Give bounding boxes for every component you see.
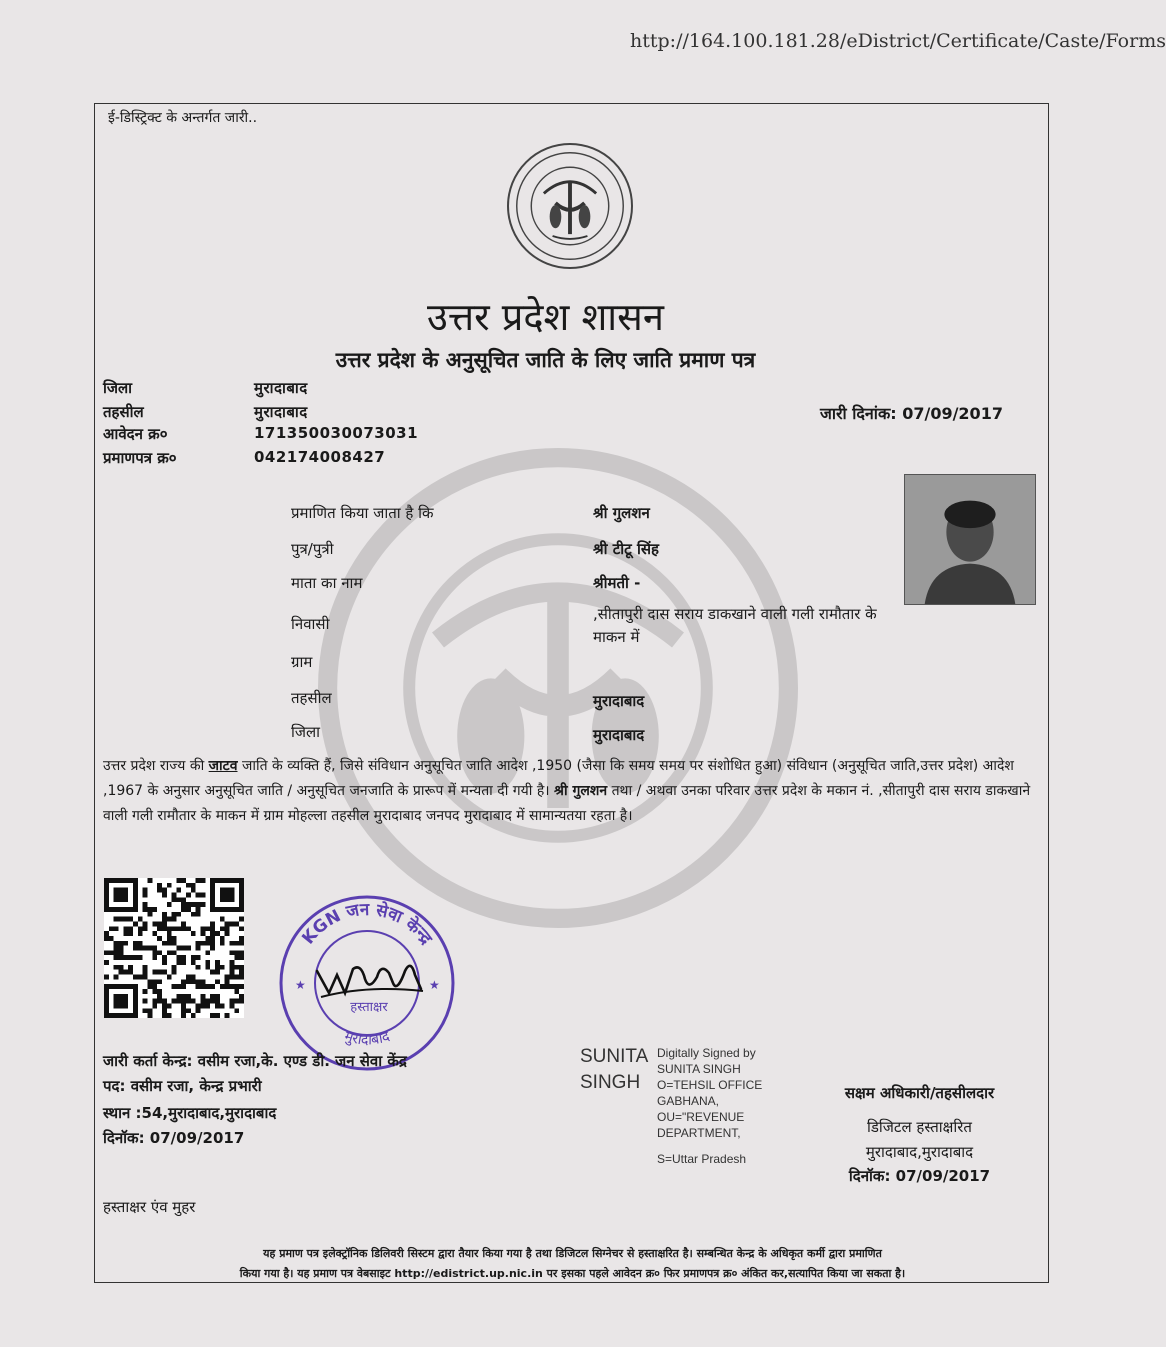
tehsil-value: मुरादाबाद	[254, 403, 308, 421]
page-url: http://164.100.181.28/eDistrict/Certificate/Caste/Forms	[630, 30, 1166, 52]
body-applicant-name: श्री गुलशन	[554, 783, 608, 799]
svg-text:मुरादाबाद	[342, 1028, 392, 1048]
page-title: उत्तर प्रदेश शासन	[427, 295, 664, 339]
competent-authority: सक्षम अधिकारी/तहसीलदार	[844, 1084, 995, 1102]
district-value: मुरादाबाद	[254, 379, 308, 397]
issuing-center: जारी कर्ता केन्द्र: वसीम रजा,के. एण्ड डी. जन सेवा केंद्र	[103, 1052, 407, 1070]
field-tehsil-value: मुरादाबाद	[593, 692, 645, 710]
application-no-label: आवेदन क्र०	[103, 425, 168, 443]
signer-first-name: SUNITA	[580, 1046, 649, 1067]
sig-line-5: OU="REVENUE	[657, 1110, 745, 1124]
state-emblem	[507, 143, 633, 269]
digitally-signed-label: डिजिटल हस्ताक्षरित	[867, 1118, 972, 1136]
sig-line-3: O=TEHSIL OFFICE	[657, 1078, 763, 1092]
sign-and-seal-label: हस्ताक्षर एंव मुहर	[103, 1198, 196, 1216]
certificate-no-label: प्रमाणपत्र क्र०	[103, 449, 177, 467]
body-recognition: जाति के व्यक्ति हैं, जिसे संविधान अनुसूचित जाति आदेश ,1950 (जैसा कि समय समय पर संशोधित हुआ) संविधान (अनुसूचित जाति,उत्तर प्रदेश) आदेश ,1967 के अनुसार अनुसूचित जाति / अनुसूचित जनजाति के प्रारूप में मन्यता दी गयी है।	[103, 758, 1014, 799]
district-label: जिला	[103, 379, 133, 397]
seal-bottom-text: मुरादाबाद	[342, 1028, 392, 1049]
svg-text:KGN जन सेवा केन्द्र	[298, 899, 436, 949]
issue-date-label: जारी दिनांक:	[820, 404, 897, 423]
sig-line-6: DEPARTMENT,	[657, 1126, 741, 1140]
seal-star-right: ★	[429, 978, 440, 992]
certificate-body	[103, 754, 1043, 829]
signer-last-name: SINGH	[580, 1072, 641, 1093]
issuer-place: स्थान :54,मुरादाबाद,मुरादाबाद	[103, 1104, 277, 1122]
field-district-label: जिला	[291, 723, 321, 741]
field-district-value: मुरादाबाद	[593, 726, 645, 744]
footer-line-2: किया गया है। यह प्रमाण पत्र वेबसाइट http://edistrict.up.nic.in पर इसका पहले आवेदन क्र० फिर प्रमाणपत्र क्र० अंकित कर,सत्यापित किया जा सकता है।	[239, 1267, 906, 1280]
body-intro: उत्तर प्रदेश राज्य की	[103, 758, 205, 774]
resident-address: ,सीतापुरी दास सराय डाकखाने वाली गली रामौतार के माकन में	[593, 605, 877, 646]
application-no-value: 171350030073031	[254, 424, 419, 442]
seal-star-left: ★	[295, 978, 306, 992]
certified-label: प्रमाणित किया जाता है कि	[291, 504, 434, 522]
issue-date-value: 07/09/2017	[902, 404, 1003, 423]
footer-line-1: यह प्रमाण पत्र इलेक्ट्रॉनिक डिलिवरी सिस्टम द्वारा तैयार किया गया है तथा डिजिटल सिग्नेचर से हस्ताक्षरित है। सम्बन्धित केन्द्र के अधिकृत कर्मी द्वारा प्रमाणित	[263, 1247, 882, 1260]
digital-signer-name	[580, 1044, 648, 1096]
issuer-date: दिनॉक: 07/09/2017	[103, 1129, 245, 1147]
sig-line-1: Digitally Signed by	[657, 1046, 756, 1060]
field-tehsil-label: तहसील	[291, 689, 332, 707]
resident-label: निवासी	[291, 615, 330, 633]
authority-location: मुरादाबाद,मुरादाबाद	[865, 1143, 974, 1161]
body-residence: तथा / अथवा उनका परिवार उत्तर प्रदेश के मकान नं. ,सीतापुरी दास सराय डाकखाने वाली गली रामौतार के माकन में ग्राम मोहल्ला तहसील मुरादाबाद जनपद मुरादाबाद में सामान्यतया रहता है।	[103, 783, 1031, 824]
digital-signature-details	[657, 1045, 797, 1141]
sig-line-7: S=Uttar Pradesh	[657, 1152, 747, 1166]
parent-label: पुत्र/पुत्री	[291, 540, 334, 558]
certified-name: श्री गुलशन	[593, 504, 650, 522]
authority-date: दिनॉक: 07/09/2017	[848, 1167, 991, 1185]
issued-under-label: ई-डिस्ट्रिक्ट के अन्तर्गत जारी..	[108, 110, 258, 126]
village-label: ग्राम	[291, 653, 313, 671]
tehsil-label: तहसील	[103, 403, 144, 421]
certificate-no-value: 042174008427	[254, 448, 386, 466]
seal-top-text: KGN जन सेवा केन्द्र	[298, 899, 436, 949]
caste-name: जाटव	[208, 758, 238, 774]
seal-center-text: हस्ताक्षर	[350, 1000, 388, 1015]
sig-line-4: GABHANA,	[657, 1094, 720, 1108]
issue-date	[820, 402, 1003, 424]
certificate-subtitle: उत्तर प्रदेश के अनुसूचित जाति के लिए जाति प्रमाण पत्र	[335, 348, 756, 372]
applicant-photo	[904, 474, 1036, 605]
parent-name: श्री टीटू सिंह	[593, 540, 659, 558]
footer-note	[100, 1244, 1045, 1284]
qr-code	[104, 878, 244, 1018]
service-center-seal	[277, 893, 457, 1073]
issuer-post: पद: वसीम रजा, केन्द्र प्रभारी	[103, 1077, 262, 1095]
mother-name: श्रीमती -	[593, 574, 641, 592]
sig-line-2: SUNITA SINGH	[657, 1062, 741, 1076]
mother-label: माता का नाम	[291, 574, 363, 592]
